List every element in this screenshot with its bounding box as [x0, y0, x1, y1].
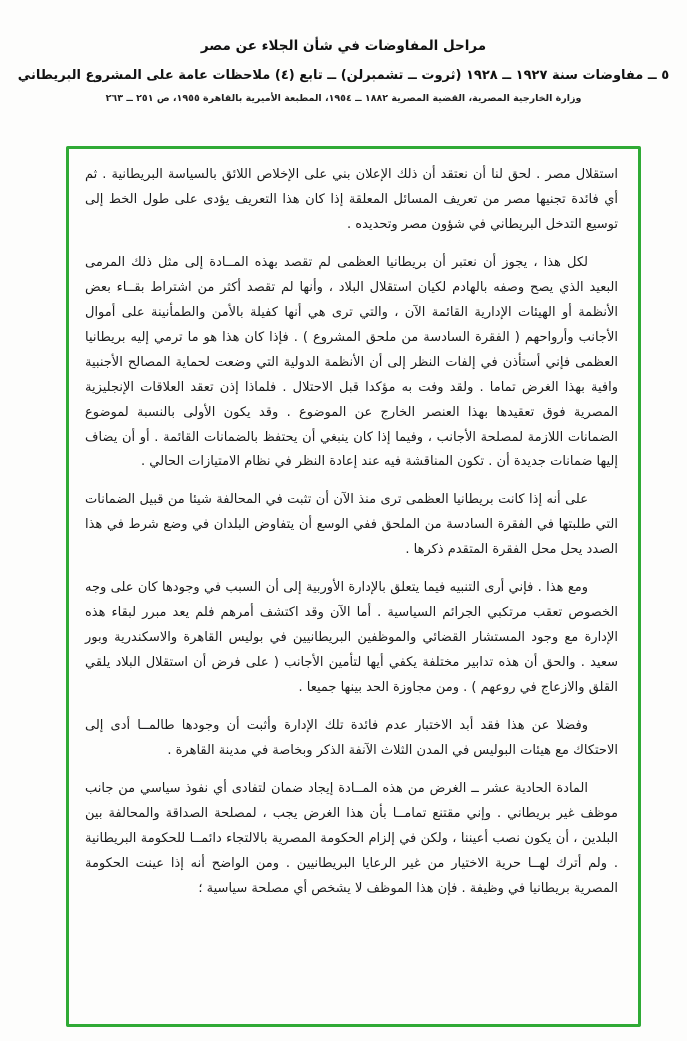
paragraph: على أنه إذا كانت بريطانيا العظمى ترى منذ الآن أن تثبت في المحالفة شيئا من قبيل الضمانات التي طلبتها في الفقرة السادسة من الملحق ففي الوسع أن يتفاوض البلدان في وضع شرط في هذا الصدد يحل محل الفقرة المتقدم ذكرها .	[85, 492, 618, 558]
source-citation: وزارة الخارجية المصرية، القضية المصرية ١٨٨٢ ــ ١٩٥٤، المطبعة الأميرية بالقاهرة ١٩٥٥، ص ٢٥١ ــ ٢٦٣	[105, 93, 582, 104]
page-subtitle: ٥ ــ مفاوضات سنة ١٩٢٧ ــ ١٩٢٨ (ثروت ــ تشمبرلن) ــ تابع (٤) ملاحظات عامة على المشروع البريطاني	[17, 68, 670, 83]
page-title: مراحل المفاوضات في شأن الجلاء عن مصر	[200, 38, 487, 54]
paragraph: لكل هذا ، يجوز أن نعتبر أن بريطانيا العظمى لم تقصد بهذه المــادة إلى مثل ذلك المرمى البعيد الذي يصح وصفه بالهادم لكيان استقلال البلاد ، وأنها لم تقصد أكثر من اشتراط بقــاء بعض الأنظمة أو الهيئات الإدارية القائمة الآن ، والتي ترى هي أنها كفيلة بالأمن والطمأنينة على أموال الأجانب وأرواحهم ( الفقرة السادسة من ملحق المشروع ) . فإذا كان هذا هو ما ترمي إليه بريطانيا العظمى فإني أستأذن في إلفات النظر إلى أن الأنظمة الدولية التي وضعت لحماية المصالح الأجنبية وافية بهذا الغرض تماما . ولقد وفت به مؤكدا قبل الاحتلال . فلماذا إذن تعقد العلاقات الإنجليزية المصرية فوق تعقيدها بهذا العنصر الخارج عن الموضوع . وقد يكون الأولى بالنسبة لموضوع الضمانات اللازمة لمصلحة الأجانب ، وفيما إذا كان ينبغي أن يحتفظ بالضمانات القائمة . أو أن يضاف إليها ضمانات جديدة أن . تكون المناقشة فيه عند إعادة النظر في نظام الامتيازات الحالي .	[85, 254, 618, 470]
paragraph: استقلال مصر . لحق لنا أن نعتقد أن ذلك الإعلان بني على الإخلاص اللائق بالسياسة البريطانية . ثم أي فائدة تجنيها مصر من تعريف المسائل المعلقة إذا كان هذا التعريف يؤدى على طول الخط إلى توسيع التدخل البريطاني في شؤون مصر وتحديده .	[85, 167, 618, 232]
paragraph: المادة الحادية عشر ــ الغرض من هذه المــادة إيجاد ضمان لتفادى أي نفوذ سياسي من جانب موظف غير بريطاني . وإني مقتنع تمامــا بأن هذا الغرض يجب ، لمصلحة الصداقة والمحالفة بين البلدين ، أن يكون نصب أعيننا ، ولكن في إلزام الحكومة المصرية بالالتجاء دائمــا للحكومة البريطانية . ولم أترك لهــا حرية الاختيار من غير الرعايا البريطانيين . ومن الواضح أنه إذا عينت الحكومة المصرية بريطانيا في وظيفة . فإن هذا الموظف لا يشخص أي مصلحة سياسية ؛	[85, 780, 618, 896]
document-body	[85, 163, 618, 902]
paragraph: ومع هذا . فإني أرى التنبيه فيما يتعلق بالإدارة الأوربية إلى أن السبب في وجودها كان على وجه الخصوص تعقب مرتكبي الجرائم السياسية . أما الآن وقد اكتشف أمرهم فلم يعد مبرر لبقاء هذه الإدارة مع وجود المستشار القضائي والموظفين البريطانيين في بوليس القاهرة والاسكندرية وبور سعيد . والحق أن هذه تدابير مختلفة يكفي أيها لتأمين الأجانب ( على فرض أن استقلال البلاد يلقي القلق والازعاج في روعهم ) . ومن مجاوزة الحد بينها جميعا .	[85, 580, 618, 696]
paragraph: وفضلا عن هذا فقد أبد الاختبار عدم فائدة تلك الإدارة وأثبت أن وجودها طالمــا أدى إلى الاحتكاك مع هيئات البوليس في المدن الثلاث الآنفة الذكر وبخاصة في مدينة القاهرة .	[85, 718, 618, 759]
document-header	[0, 0, 687, 104]
green-border-frame	[66, 146, 641, 1027]
